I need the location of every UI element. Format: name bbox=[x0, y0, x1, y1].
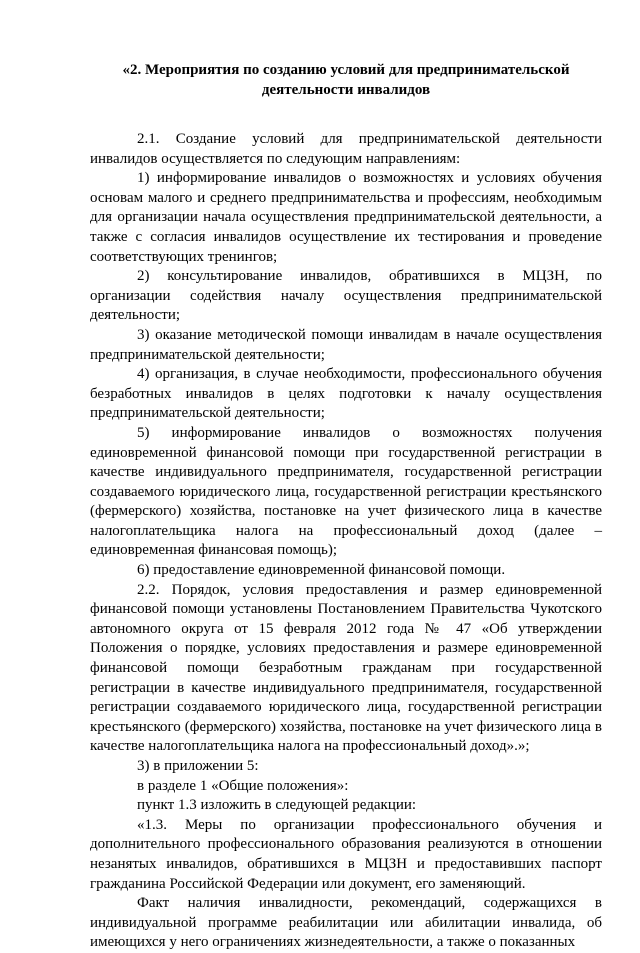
paragraph-item-1: 1) информирование инвалидов о возможностях и условиях обучения основам малого и среднего предпринимательства и профессиям, необходимым для организации начала осуществления предпринимательской деятельности, а также с согласия инвалидов осуществление их тестирования и проведение соответствующих тренингов; bbox=[90, 170, 602, 265]
paragraph-appendix-5: 3) в приложении 5: bbox=[137, 758, 259, 774]
paragraph-item-2: 2) консультирование инвалидов, обратившихся в МЦЗН, по организации содействия началу осуществления предпринимательской деятельности; bbox=[90, 268, 602, 324]
paragraph-clause-1-3: «1.3. Меры по организации профессионального обучения и дополнительного профессионального образования реализуются в отношении незанятых инвалидов, обратившихся в МЦЗН и предоставивших паспорт гражданина Российской Федерации или документ, его заменяющий. bbox=[90, 816, 602, 892]
section-title-line-2: деятельности инвалидов bbox=[261, 82, 431, 98]
paragraph-item-3: 3) оказание методической помощи инвалидам в начале осуществления предпринимательской деятельности; bbox=[90, 326, 602, 363]
paragraph-item-4: 4) организация, в случае необходимости, профессионального обучения безработных инвалидов в целях подготовки к началу осуществления предпринимательской деятельности; bbox=[90, 366, 602, 422]
paragraph-2-2: 2.2. Порядок, условия предоставления и размер единовременной финансовой помощи установлены Постановлением Правительства Чукотского автономного округа от 15 февраля 2012 года № 47 «Об утверждении Положения о порядке, условиях предоставления и размере единовременной финансовой помощи безработным гражданам при государственной регистрации в качестве индивидуального предпринимателя, государственной регистрации создаваемого юридического лица, государственной регистрации крестьянского (фермерского) хозяйства, постановке на учет физического лица в качестве налогоплательщика налога на профессиональный доход».»; bbox=[90, 581, 602, 755]
section-title-line-1: «2. Мероприятия по созданию условий для предпринимательской bbox=[122, 62, 570, 78]
paragraph-item-6: 6) предоставление единовременной финансовой помощи. bbox=[137, 562, 506, 579]
paragraph-disability-fact: Факт наличия инвалидности, рекомендаций, содержащихся в индивидуальной программе реабилитации или абилитации инвалида, об имеющихся у него ограничениях жизнедеятельности, а также о показанных bbox=[90, 895, 602, 951]
document-page bbox=[90, 60, 602, 953]
paragraph-clause-1-3-intro: пункт 1.3 изложить в следующей редакции: bbox=[137, 797, 417, 814]
section-title bbox=[90, 60, 602, 100]
paragraph-item-5: 5) информирование инвалидов о возможностях получения единовременной финансовой помощи при государственной регистрации в качестве индивидуального предпринимателя, государственной регистрации создаваемого юридического лица, государственной регистрации крестьянского (фермерского) хозяйства, постановке на учет физического лица в качестве налогоплательщика налога на профессиональный доход (далее – единовременная финансовая помощь); bbox=[90, 424, 602, 559]
paragraph-section-1: в разделе 1 «Общие положения»: bbox=[137, 777, 349, 794]
paragraph-2-1: 2.1. Создание условий для предпринимательской деятельности инвалидов осуществляется по следующим направлениям: bbox=[90, 131, 602, 167]
